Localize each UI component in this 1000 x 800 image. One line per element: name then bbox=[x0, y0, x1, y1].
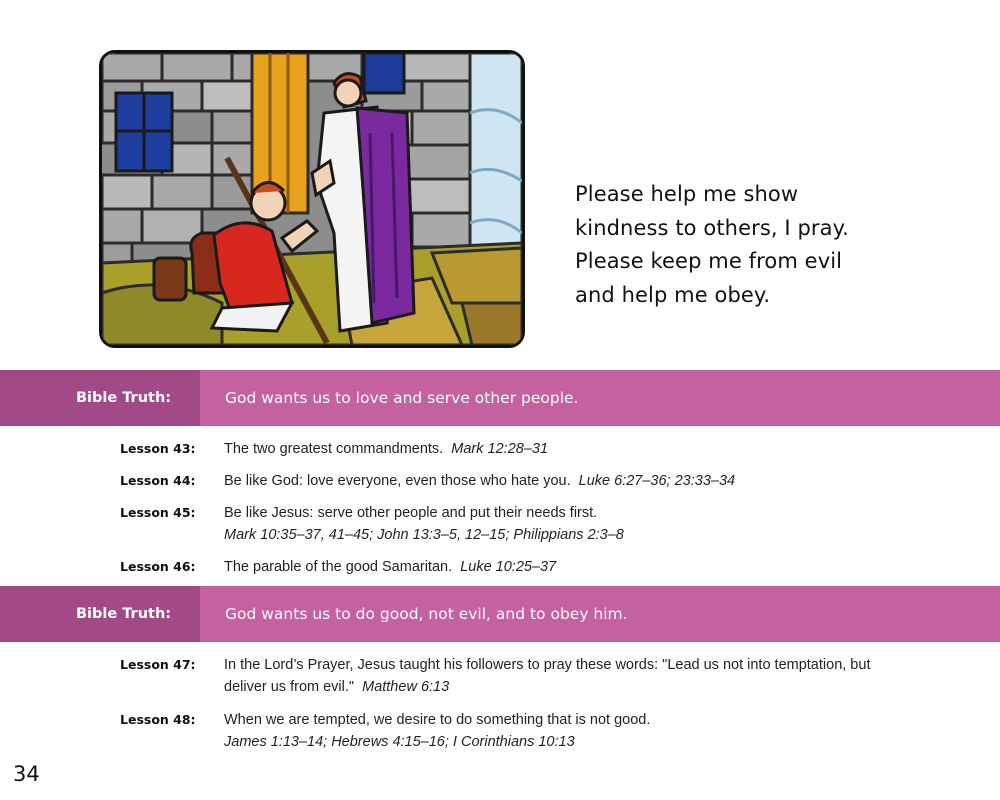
lesson-number: Lesson 44: bbox=[120, 473, 196, 488]
lesson-description: The two greatest commandments. bbox=[224, 441, 444, 457]
scripture-reference: Mark 10:35–37, 41–45; John 13:3–5, 12–15; Philippians 2:3–8 bbox=[224, 527, 624, 543]
lesson-text bbox=[224, 654, 884, 698]
lesson-description: Be like Jesus: serve other people and put their needs first. bbox=[224, 505, 598, 521]
prayer-line: Please keep me from evil bbox=[575, 249, 843, 273]
scripture-reference: Luke 10:25–37 bbox=[460, 559, 557, 575]
scripture-reference: Luke 6:27–36; 23:33–34 bbox=[578, 473, 736, 489]
bible-truth-bar bbox=[0, 370, 1000, 426]
prayer-line: kindness to others, I pray. bbox=[575, 215, 849, 240]
bible-truth-bar bbox=[0, 586, 1000, 642]
scripture-reference: James 1:13–14; Hebrews 4:15–16; I Corinthians 10:13 bbox=[224, 734, 575, 750]
lesson-text bbox=[224, 709, 924, 753]
lesson-description: In the Lord’s Prayer, Jesus taught his followers to pray these words: "Lead us not into temptation, but deliver us from evil." bbox=[224, 657, 871, 695]
stained-glass-illustration bbox=[99, 50, 525, 348]
lesson-text bbox=[224, 438, 924, 460]
lesson-number: Lesson 48: bbox=[120, 712, 196, 727]
bible-truth-text: God wants us to do good, not evil, and to obey him. bbox=[225, 605, 628, 623]
lesson-text bbox=[224, 556, 924, 578]
stained-glass-art bbox=[102, 53, 522, 345]
lesson-description: The parable of the good Samaritan. bbox=[224, 559, 453, 575]
lesson-number: Lesson 45: bbox=[120, 505, 196, 520]
lesson-number: Lesson 46: bbox=[120, 559, 196, 574]
bible-truth-label: Bible Truth: bbox=[0, 586, 200, 642]
prayer-line: and help me obey. bbox=[575, 282, 771, 307]
lesson-text bbox=[224, 502, 924, 546]
lesson-number: Lesson 47: bbox=[120, 657, 196, 672]
lesson-number: Lesson 43: bbox=[120, 441, 196, 456]
prayer-text bbox=[575, 178, 995, 312]
scripture-reference: Matthew 6:13 bbox=[362, 679, 450, 695]
scripture-reference: Mark 12:28–31 bbox=[451, 441, 549, 457]
bible-truth-label: Bible Truth: bbox=[0, 370, 200, 426]
lesson-description: Be like God: love everyone, even those who hate you. bbox=[224, 473, 571, 489]
page-number: 34 bbox=[13, 762, 40, 786]
prayer-line: Please help me show bbox=[575, 182, 799, 206]
bible-truth-text: God wants us to love and serve other people. bbox=[225, 389, 579, 407]
lesson-description: When we are tempted, we desire to do something that is not good. bbox=[224, 712, 651, 728]
lesson-text bbox=[224, 470, 924, 492]
